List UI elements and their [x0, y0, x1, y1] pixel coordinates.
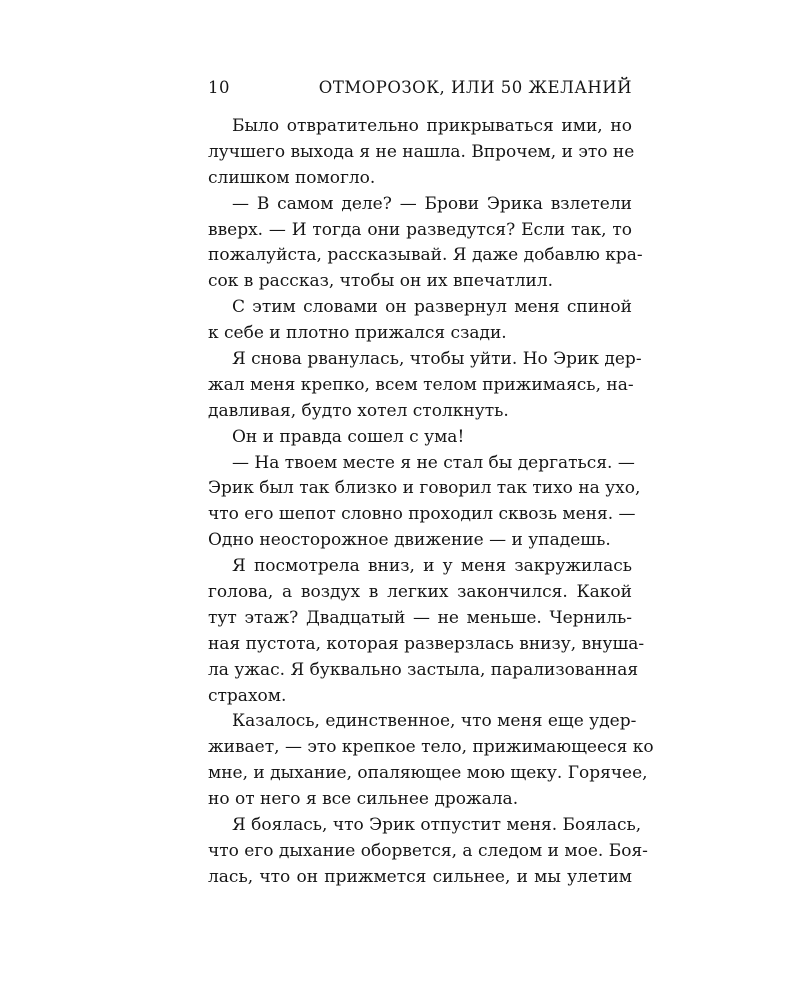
text-line: ная пустота, которая разверзлась внизу, внуша-: [208, 633, 645, 654]
text-line: слишком помогло.: [208, 167, 376, 188]
text-line: Эрик был так близко и говорил так тихо на ухо,: [208, 478, 641, 499]
page-number: 10: [208, 78, 230, 97]
body-text: [208, 114, 654, 891]
text-line: Он и правда сошел с ума!: [232, 426, 465, 447]
text-line: вверх. — И тогда они разведутся? Если так, то: [208, 219, 632, 240]
text-line: С этим словами он развернул меня спиной: [232, 297, 632, 318]
text-line: Казалось, единственное, что меня еще удер-: [232, 711, 637, 732]
running-header: [208, 78, 632, 102]
text-line: что его дыхание оборвется, а следом и мое. Боя-: [208, 840, 648, 861]
text-line: Я снова рванулась, чтобы уйти. Но Эрик дер-: [232, 349, 642, 370]
text-line: лась, что он прижмется сильнее, и мы улетим: [208, 866, 632, 887]
text-line: — В самом деле? — Брови Эрика взлетели: [232, 193, 632, 214]
text-line: лучшего выхода я не нашла. Впрочем, и это не: [208, 141, 635, 162]
paragraph: [208, 114, 635, 192]
text-line: страхом.: [208, 685, 287, 706]
text-line: ла ужас. Я буквально застыла, парализованная: [208, 659, 639, 680]
text-line: тут этаж? Двадцатый — не меньше. Черниль-: [208, 607, 632, 628]
paragraph: [208, 347, 642, 425]
text-line: сок в рассказ, чтобы он их впечатлил.: [208, 271, 554, 292]
text-line: живает, — это крепкое тело, прижимающееся ко: [208, 737, 654, 758]
text-line: — На твоем месте я не стал бы дергаться. —: [232, 452, 635, 473]
paragraph: [208, 451, 641, 555]
text-line: Я боялась, что Эрик отпустит меня. Боялась,: [232, 815, 642, 836]
text-line: пожалуйста, рассказывай. Я даже добавлю кра-: [208, 245, 643, 266]
text-line: к себе и плотно прижался сзади.: [208, 323, 507, 344]
text-line: давливая, будто хотел столкнуть.: [208, 400, 509, 421]
text-line: голова, а воздух в легких закончился. Какой: [208, 582, 632, 603]
text-line: Было отвратительно прикрываться ими, но: [232, 116, 632, 136]
paragraph: [208, 554, 645, 709]
paragraph: [208, 709, 654, 813]
paragraph: [208, 813, 648, 891]
paragraph: [208, 425, 632, 451]
text-line: Я посмотрела вниз, и у меня закружилась: [232, 556, 632, 577]
text-line: Одно неосторожное движение — и упадешь.: [208, 530, 611, 551]
paragraph: [208, 295, 632, 347]
text-line: жал меня крепко, всем телом прижимаясь, на-: [208, 374, 634, 395]
text-line: что его шепот словно проходил сквозь меня. —: [208, 504, 636, 525]
paragraph: [208, 192, 643, 296]
text-line: мне, и дыхание, опаляющее мою щеку. Горячее,: [208, 763, 648, 784]
text-line: но от него я все сильнее дрожала.: [208, 789, 519, 810]
running-title: ОТМОРОЗОК, ИЛИ 50 ЖЕЛАНИЙ: [318, 78, 632, 97]
